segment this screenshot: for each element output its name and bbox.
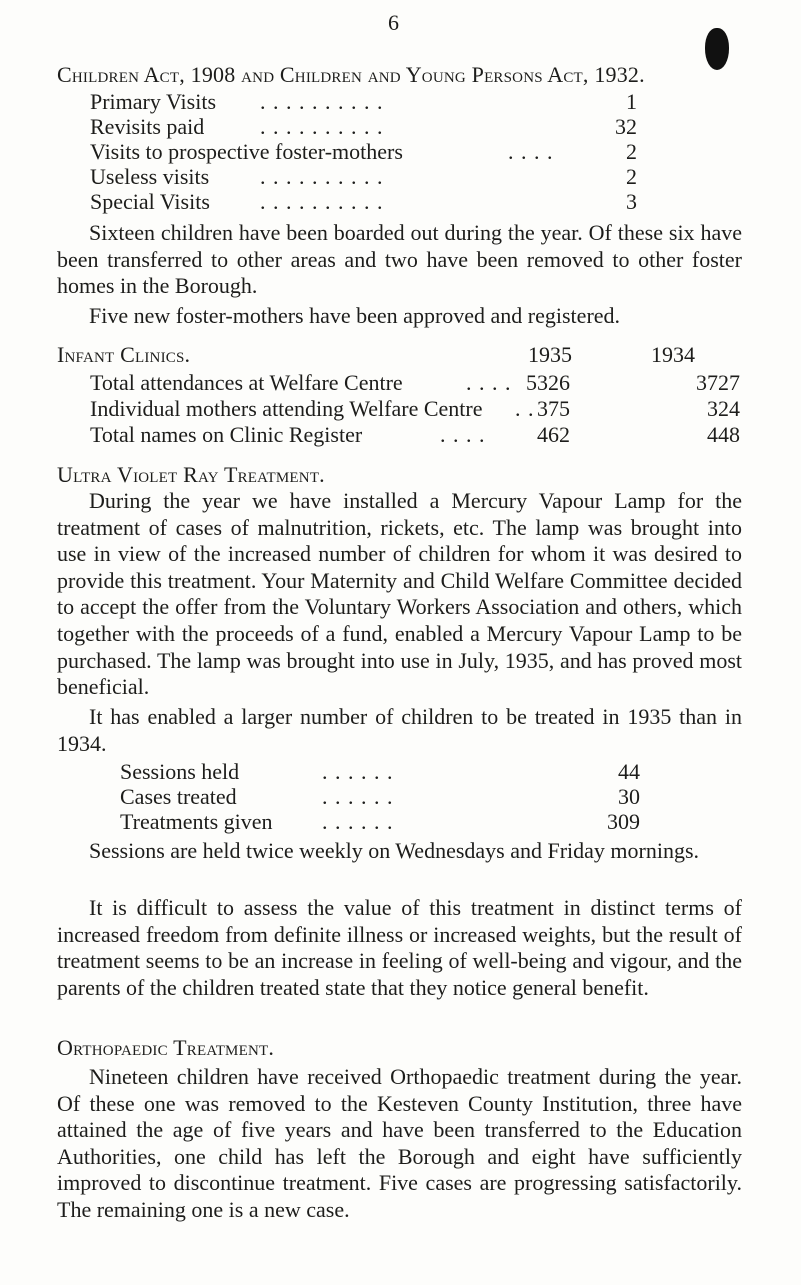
- visit-label: Visits to prospective foster-mothers: [90, 139, 403, 164]
- leader-dots: . . . . . .: [322, 809, 394, 834]
- clinic-value-1935: 5326: [526, 370, 570, 395]
- ultra-violet-heading: Ultra Violet Ray Treatment.: [57, 462, 325, 487]
- visit-row: [90, 114, 650, 140]
- boarded-out-paragraph: Sixteen children have been boarded out during the year. Of these six have been transferred to other areas and two have been removed to other foster homes in the Borough.: [57, 220, 742, 299]
- ink-blot: [705, 28, 729, 70]
- children-act-heading: Children Act, 1908 and Children and Young Persons Act, 1932.: [57, 62, 645, 87]
- session-row: [120, 759, 640, 785]
- session-value: 30: [618, 784, 640, 809]
- clinic-label: Total attendances at Welfare Centre: [90, 370, 403, 395]
- leader-dots: . . . . . . . . . .: [260, 114, 384, 139]
- leader-dots: . . . . . . . . . .: [260, 189, 384, 214]
- leader-dots: . . . . . .: [322, 759, 394, 784]
- session-row: [120, 809, 640, 835]
- visit-value: 2: [626, 139, 637, 164]
- visit-label: Useless visits: [90, 164, 210, 189]
- infant-clinics-heading: Infant Clinics.: [57, 342, 191, 367]
- clinic-value-1934: 448: [707, 422, 740, 447]
- clinic-row: [90, 422, 740, 448]
- leader-dots: . . . .: [508, 139, 554, 164]
- sessions-schedule-paragraph: Sessions are held twice weekly on Wednesdays and Friday mornings.: [89, 838, 700, 863]
- session-label: Sessions held: [120, 759, 240, 784]
- larger-number-paragraph: It has enabled a larger number of children to be treated in 1935 than in 1934.: [57, 704, 742, 756]
- mercury-lamp-paragraph: During the year we have installed a Mercury Vapour Lamp for the treatment of cases of malnutrition, rickets, etc. The lamp was brought into use in view of the increased number of children for whom it was desired to provide this treatment. Your Maternity and Child Welfare Committee decided to accept the offer from the Voluntary Workers Association and others, which together with the proceeds of a fund, enabled a Mercury Vapour Lamp to be purchased. The lamp was brought into use in July, 1935, and has proved most beneficial.: [57, 488, 742, 700]
- clinic-row: [90, 370, 740, 396]
- leader-dots: . . . .: [466, 370, 512, 395]
- clinic-value-1935: 375: [537, 396, 570, 421]
- visit-label: Revisits paid: [90, 114, 205, 139]
- visit-row: [90, 139, 650, 165]
- leader-dots: . . . . . . . . . .: [260, 89, 384, 114]
- session-label: Treatments given: [120, 809, 273, 834]
- orthopaedic-heading: Orthopaedic Treatment.: [57, 1035, 275, 1060]
- visit-value: 2: [626, 164, 637, 189]
- leader-dots: . . . .: [440, 422, 486, 447]
- clinic-value-1935: 462: [537, 422, 570, 447]
- visit-row: [90, 89, 650, 115]
- treatment-value-paragraph: It is difficult to assess the value of this treatment in distinct terms of increased freedom from definite illness or increased weights, but the result of treatment seems to be an increase in feeling of well-being and vigour, and the parents of the children treated state that they notice general benefit.: [57, 895, 742, 1000]
- leader-dots: . . . . . . . . . .: [260, 164, 384, 189]
- clinic-row: [90, 396, 740, 422]
- clinic-label: Individual mothers attending Welfare Centre: [90, 396, 483, 421]
- foster-mothers-paragraph: Five new foster-mothers have been approved and registered.: [89, 303, 621, 328]
- visit-value: 32: [615, 114, 637, 139]
- leader-dots: . .: [515, 396, 535, 421]
- visit-value: 3: [626, 189, 637, 214]
- clinic-label: Total names on Clinic Register: [90, 422, 363, 447]
- page-number: 6: [388, 10, 399, 35]
- visit-label: Special Visits: [90, 189, 210, 214]
- session-label: Cases treated: [120, 784, 237, 809]
- visit-row: [90, 189, 650, 215]
- session-row: [120, 784, 640, 810]
- year-header-1934: 1934: [651, 342, 695, 367]
- leader-dots: . . . . . .: [322, 784, 394, 809]
- visit-value: 1: [626, 89, 637, 114]
- visit-row: [90, 164, 650, 190]
- session-value: 44: [618, 759, 640, 784]
- clinic-value-1934: 3727: [696, 370, 740, 395]
- clinic-value-1934: 324: [707, 396, 740, 421]
- session-value: 309: [607, 809, 640, 834]
- orthopaedic-paragraph: Nineteen children have received Orthopaedic treatment during the year. Of these one was removed to the Kesteven County Institution, three have attained the age of five years and have been transferred to the Education Authorities, one child has left the Borough and eight have sufficiently improved to discontinue treatment. Five cases are progressing satisfactorily. The remaining one is a new case.: [57, 1064, 742, 1222]
- year-header-1935: 1935: [528, 342, 572, 367]
- visit-label: Primary Visits: [90, 89, 217, 114]
